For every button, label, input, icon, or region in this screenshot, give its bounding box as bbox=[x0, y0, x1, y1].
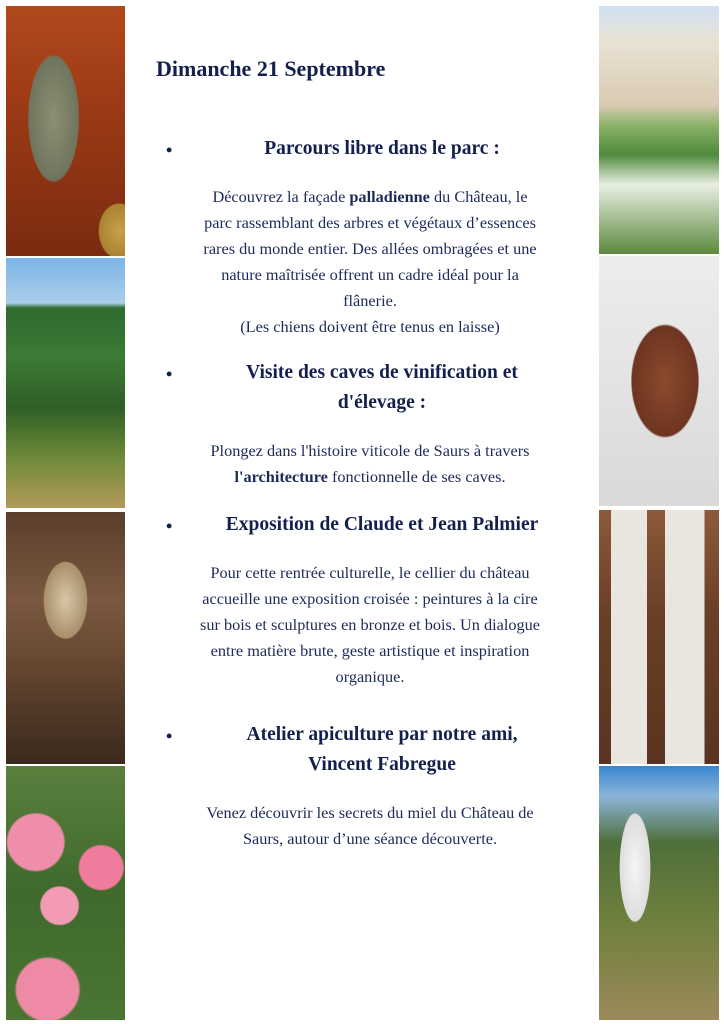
painting-jar-image bbox=[6, 6, 125, 256]
pink-roses-image bbox=[6, 766, 125, 1020]
wine-cellar-barrels-image bbox=[6, 512, 125, 764]
section-title-apiculture: Atelier apiculture par notre ami, Vincent Fabregue bbox=[246, 724, 518, 775]
bullet-icon: • bbox=[166, 364, 173, 384]
wine-bottles-portrait-image bbox=[599, 510, 719, 764]
section-text-parcours: Découvrez la façade palladienne du Château, le parc rassemblant des arbres et végétaux d’essences rares du monde entier. Des allées ombragées et une nature maîtrisée offrent un cadre idéal pour la flânerie. (Les chiens doivent être tenus en laisse) bbox=[203, 187, 537, 336]
section-title-parcours: Parcours libre dans le parc : bbox=[264, 138, 500, 159]
bullet-icon: • bbox=[166, 726, 173, 746]
bullet-icon: • bbox=[166, 140, 173, 160]
section-text-caves: Plongez dans l'histoire viticole de Saurs à travers l'architecture fonctionnelle de ses caves. bbox=[210, 441, 530, 486]
section-text-apiculture: Venez découvrir les secrets du miel du Château de Saurs, autour d’une séance découverte. bbox=[206, 803, 534, 848]
bronze-sculpture-image bbox=[599, 256, 719, 506]
date-heading: Dimanche 21 Septembre bbox=[156, 56, 386, 81]
beekeeper-image bbox=[599, 766, 719, 1020]
chateau-facade-image bbox=[599, 6, 719, 254]
section-title-caves: Visite des caves de vinification et d'élevage : bbox=[246, 362, 518, 413]
section-title-exposition: Exposition de Claude et Jean Palmier bbox=[225, 514, 539, 535]
vineyard-roses-image bbox=[6, 258, 125, 508]
section-text-exposition: Pour cette rentrée culturelle, le cellier du château accueille une exposition croisée : peintures à la cire sur bois et sculptures en bronze et bois. Un dialogue entre matière brute, geste artistique et inspiration organique. bbox=[199, 563, 541, 686]
bullet-icon: • bbox=[166, 516, 173, 536]
